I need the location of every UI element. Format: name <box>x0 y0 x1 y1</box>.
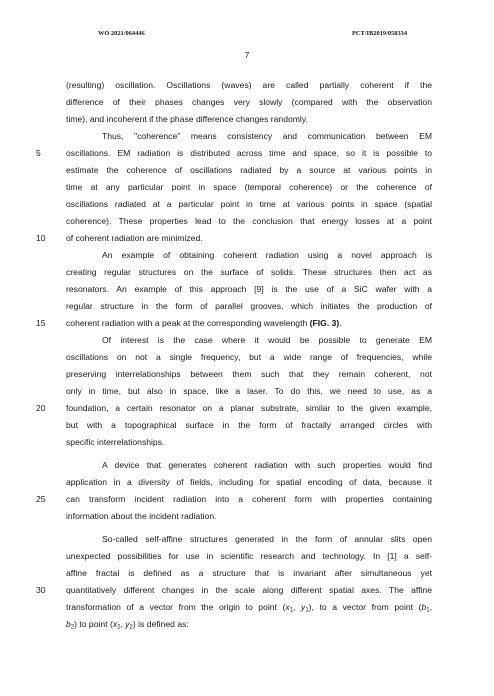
text-line: So-called self-affine structures generated in the form of annular slits open <box>102 534 432 544</box>
text-line: Of interest is the case where it would be possible to generate EM <box>102 335 432 345</box>
text-line: regular structure in the form of parallel grooves, which initiates the production of <box>66 301 432 311</box>
text-line: 25 can transform incident radiation into a coherent form with properties containing <box>66 491 432 508</box>
text-line: specific interrelationships. <box>66 437 165 447</box>
line-number: 30 <box>36 585 46 595</box>
page-number: 7 <box>244 50 250 60</box>
text-line: difference of their phases changes very slowly (compared with the observation <box>66 97 432 107</box>
text-line: 20 foundation, a certain resonator on a planar substrate, similar to the given example, <box>66 400 432 417</box>
application-number: PCT/IB2019/058334 <box>352 30 408 37</box>
text-line: 10 of coherent radiation are minimized. <box>66 230 432 247</box>
text-line: time at any particular point in space (temporal coherence) or the coherence of <box>66 182 432 192</box>
line-number: 15 <box>36 318 46 328</box>
text-line: A device that generates coherent radiation with such properties would find <box>102 460 432 470</box>
publication-number: WO 2021/064446 <box>98 30 145 37</box>
text-line: estimate the coherence of oscillations radiated by a source at various points in <box>66 165 432 175</box>
text-line: resonators. An example of this approach [9] is the use of a SiC wafer with a <box>66 284 432 294</box>
text-line: but with a topographical surface in the form of fractally arranged circles with <box>66 420 432 430</box>
text-line: only in time, but also in space, like a laser. To do this, we need to use, as a <box>66 386 432 396</box>
text-line: preserving interrelationships between them such that they remain coherent, not <box>66 369 432 379</box>
text-line: transformation of a vector from the origin to point ($x_1$, $y_1$), to a vector from point ($b_1$, <box>66 602 433 614</box>
text-line: (resulting) oscillation. Oscillations (waves) are called partially coherent if the <box>66 80 432 90</box>
text-line: affine fractal is defined as a structure that is invariant after simultaneous yet <box>66 568 432 578</box>
text-line: $b_2$) to point ($x_2$, $y_2$) is defined as: <box>66 619 189 631</box>
text-line: oscillations radiated at a particular point in time at various points in space (spatial <box>66 199 432 209</box>
text-line: unexpected possibilities for use in scientific research and technology. In [1] a self- <box>66 551 432 561</box>
text-line: time), and incoherent if the phase difference changes randomly. <box>66 114 308 124</box>
line-number: 10 <box>36 233 46 243</box>
document-body <box>36 77 433 633</box>
text-line: 15 coherent radiation with a peak at the corresponding wavelength (FIG. 3). <box>66 315 432 332</box>
text-line: 5 oscillations. EM radiation is distributed across time and space, so it is possible to <box>66 145 432 162</box>
line-number: 20 <box>36 403 46 413</box>
text-line: coherence). These properties lead to the conclusion that energy losses at a point <box>66 216 432 226</box>
text-line: Thus, "coherence" means consistency and communication between EM <box>102 131 432 141</box>
text-line: creating regular structures on the surface of solids. These structures then act as <box>66 267 432 277</box>
line-number: 5 <box>36 148 41 158</box>
text-line: oscillations on not a single frequency, but a wide range of frequencies, while <box>66 352 432 362</box>
text-line: application in a diversity of fields, including for spatial encoding of data, because it <box>66 477 432 487</box>
figure-reference: (FIG. 3) <box>309 318 340 328</box>
text-line: 30 quantitatively different changes in the scale along different spatial axes. The affine <box>66 582 432 599</box>
text-line: An example of obtaining coherent radiation using a novel approach is <box>102 250 432 260</box>
line-number: 25 <box>36 494 46 504</box>
text-line: information about the incident radiation. <box>66 511 217 521</box>
